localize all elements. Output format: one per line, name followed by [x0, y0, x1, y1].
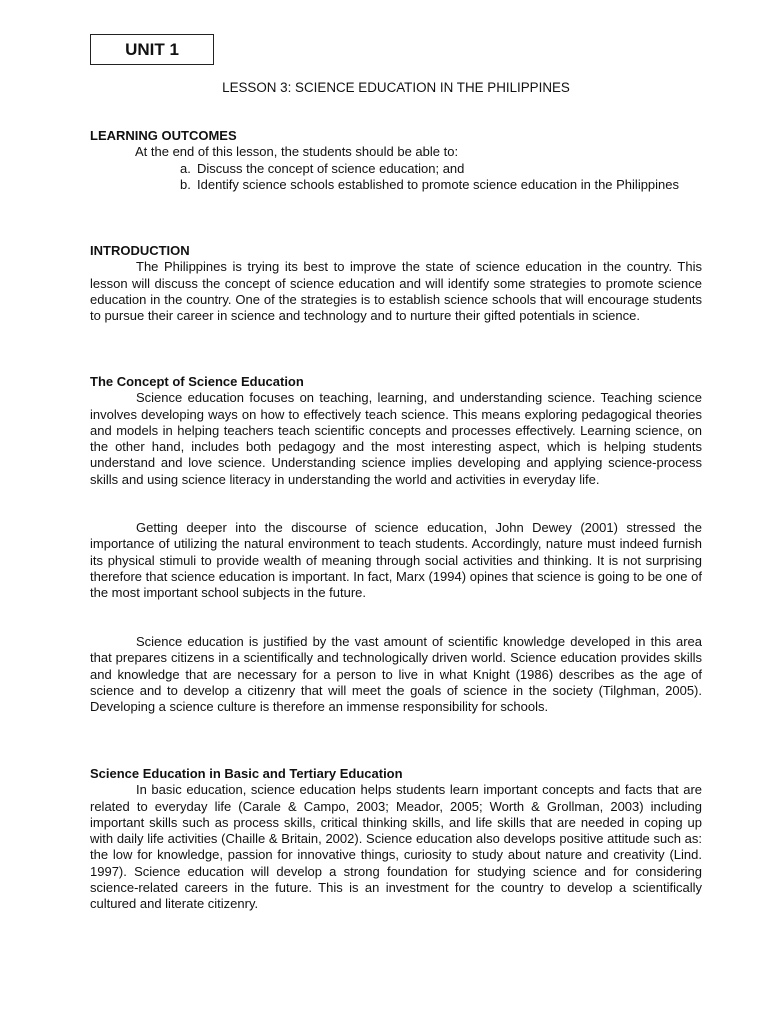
learning-outcomes-intro: At the end of this lesson, the students should be able to: — [135, 144, 459, 160]
outcome-item — [90, 161, 702, 177]
outcome-item — [90, 177, 702, 193]
introduction-section — [90, 243, 702, 324]
outcome-text: Discuss the concept of science education; and — [197, 160, 465, 176]
concept-paragraph-1: Science education focuses on teaching, learning, and understanding science. Teaching science involves developing ways on how to effectively teach science. This means exploring pedagogical theories and models in helping teachers teach scientific concepts and processes effectively. Learning science, on the other hand, includes both pedagogy and the most interesting aspect, which is helping students understand and love science. Understanding science implies developing and applying science-process skills and using science literacy in understanding the world and activities in everyday life. — [90, 390, 702, 487]
basic-tertiary-paragraph: In basic education, science education helps students learn important concepts and facts that are related to everyday life (Carale & Campo, 2003; Meador, 2005; Worth & Grollman, 2003) including important skills such as process skills, critical thinking skills, and life skills that are needed in coping up with daily life activities (Chaille & Britain, 2002). Science education also develops positive attitude such as: the low for knowledge, passion for innovative things, curiosity to study about nature and creativity (Lind. 1997). Science education will develop a strong foundation for studying science and for considering science-related careers in the future. This is an investment for the country to develop a scientifically cultured and literate citizenry. — [90, 782, 702, 912]
outcome-text: Identify science schools established to promote science education in the Philippines — [197, 176, 680, 192]
outcome-marker: b. — [180, 176, 191, 192]
concept-paragraph-2: Getting deeper into the discourse of science education, John Dewey (2001) stressed the importance of utilizing the natural environment to teach students. Accordingly, nature must indeed furnish its physical stimuli to provide wealth of meaning through social activities and thinking. It is not surprising therefore that science education is important. In fact, Marx (1994) opines that science is going to be one of the most important school subjects in the future. — [90, 520, 702, 601]
concept-paragraph-2-block — [90, 520, 702, 601]
lesson-title: LESSON 3: SCIENCE EDUCATION IN THE PHILIPPINES — [222, 80, 570, 95]
concept-paragraph-3-block — [90, 634, 702, 715]
basic-tertiary-section — [90, 766, 702, 913]
basic-tertiary-heading: Science Education in Basic and Tertiary Education — [90, 766, 403, 781]
concept-paragraph-3: Science education is justified by the vast amount of scientific knowledge developed in this area that prepares citizens in a scientifically and technologically driven world. Science education provides skills and knowledge that are necessary for a person to live in what Knight (1986) describes as the age of science and to develop a citizenry that will meet the goals of science in the society (Tilghman, 2005). Developing a science culture is therefore an immense responsibility for schools. — [90, 634, 702, 715]
unit-label: UNIT 1 — [90, 34, 214, 65]
concept-heading: The Concept of Science Education — [90, 374, 304, 389]
concept-section — [90, 374, 702, 488]
learning-outcomes-section — [90, 128, 702, 193]
outcome-marker: a. — [180, 160, 191, 176]
introduction-heading: INTRODUCTION — [90, 243, 190, 258]
introduction-paragraph: The Philippines is trying its best to improve the state of science education in the country. This lesson will discuss the concept of science education and will identify some strategies to promote science education in the country. One of the strategies is to establish science schools that will encourage students to pursue their career in science and technology and to nurture their gifted potentials in science. — [90, 259, 702, 324]
learning-outcomes-heading: LEARNING OUTCOMES — [90, 128, 237, 143]
